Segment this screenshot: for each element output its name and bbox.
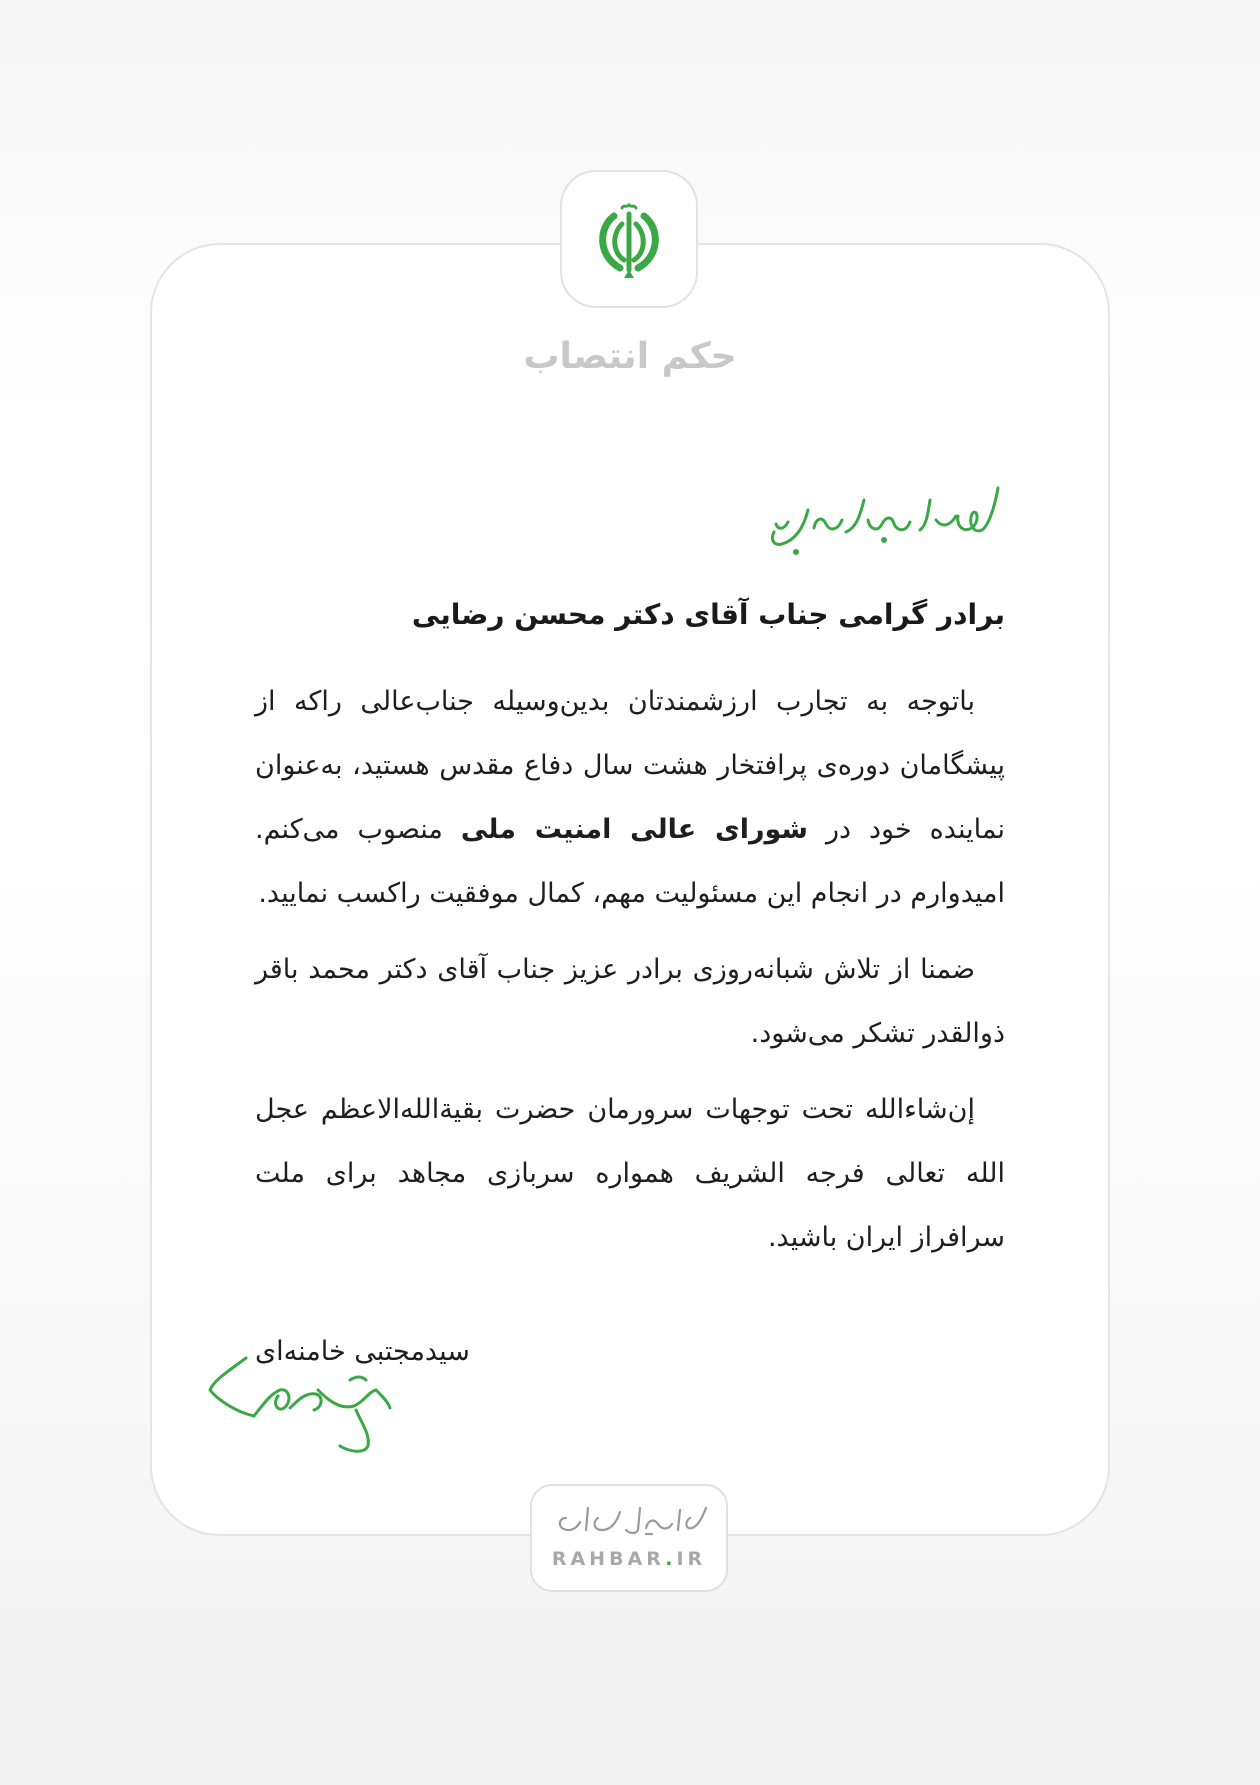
site-url-name: RAHBAR bbox=[551, 1548, 666, 1570]
handwritten-signature bbox=[200, 1350, 400, 1460]
body-paragraph-2: ضمنا از تلاش شبانه‌روزی برادر عزیز جناب آقای دکتر محمد باقر ذوالقدر تشکر می‌شود. bbox=[255, 954, 1005, 1049]
decree-body bbox=[255, 670, 1005, 1282]
signer-name: سیدمجتبی خامنه‌ای bbox=[255, 1336, 470, 1367]
page-title: حکم انتصاب bbox=[523, 336, 737, 377]
council-name: شورای عالی امنیت ملی bbox=[460, 814, 808, 845]
addressee-line: برادر گرامی جناب آقای دکتر محسن رضایی bbox=[411, 598, 1005, 631]
emblem-badge bbox=[560, 170, 698, 308]
body-paragraph-3: إن‌شاءالله تحت توجهات سرورمان حضرت بقیة‌الله‌الاعظم عجل الله تعالی فرجه الشریف همواره سربازی مجاهد برای ملت سرافراز ایران باشید. bbox=[255, 1094, 1005, 1253]
site-name-calligraphy bbox=[546, 1500, 716, 1540]
site-url-tld: IR bbox=[676, 1548, 707, 1570]
site-url bbox=[532, 1548, 726, 1570]
paragraph-1-tail: منصوب می‌کنم. امیدوارم در انجام این مسئولیت مهم، کمال موفقیت راکسب نمایید. bbox=[255, 814, 1005, 909]
site-url-dot: . bbox=[665, 1548, 677, 1570]
iran-emblem-icon bbox=[584, 194, 674, 284]
basmala-calligraphy bbox=[760, 470, 1010, 560]
site-logo-badge bbox=[530, 1484, 728, 1592]
paragraph-1-lead: باتوجه به تجارب ارزشمندتان بدین‌وسیله جناب‌عالی راکه از پیشگامان دوره‌ی پرافتخار هشت سال دفاع مقدس هستید، به‌عنوان نماینده خود در bbox=[255, 686, 1005, 845]
body-paragraph-1 bbox=[255, 670, 1005, 926]
